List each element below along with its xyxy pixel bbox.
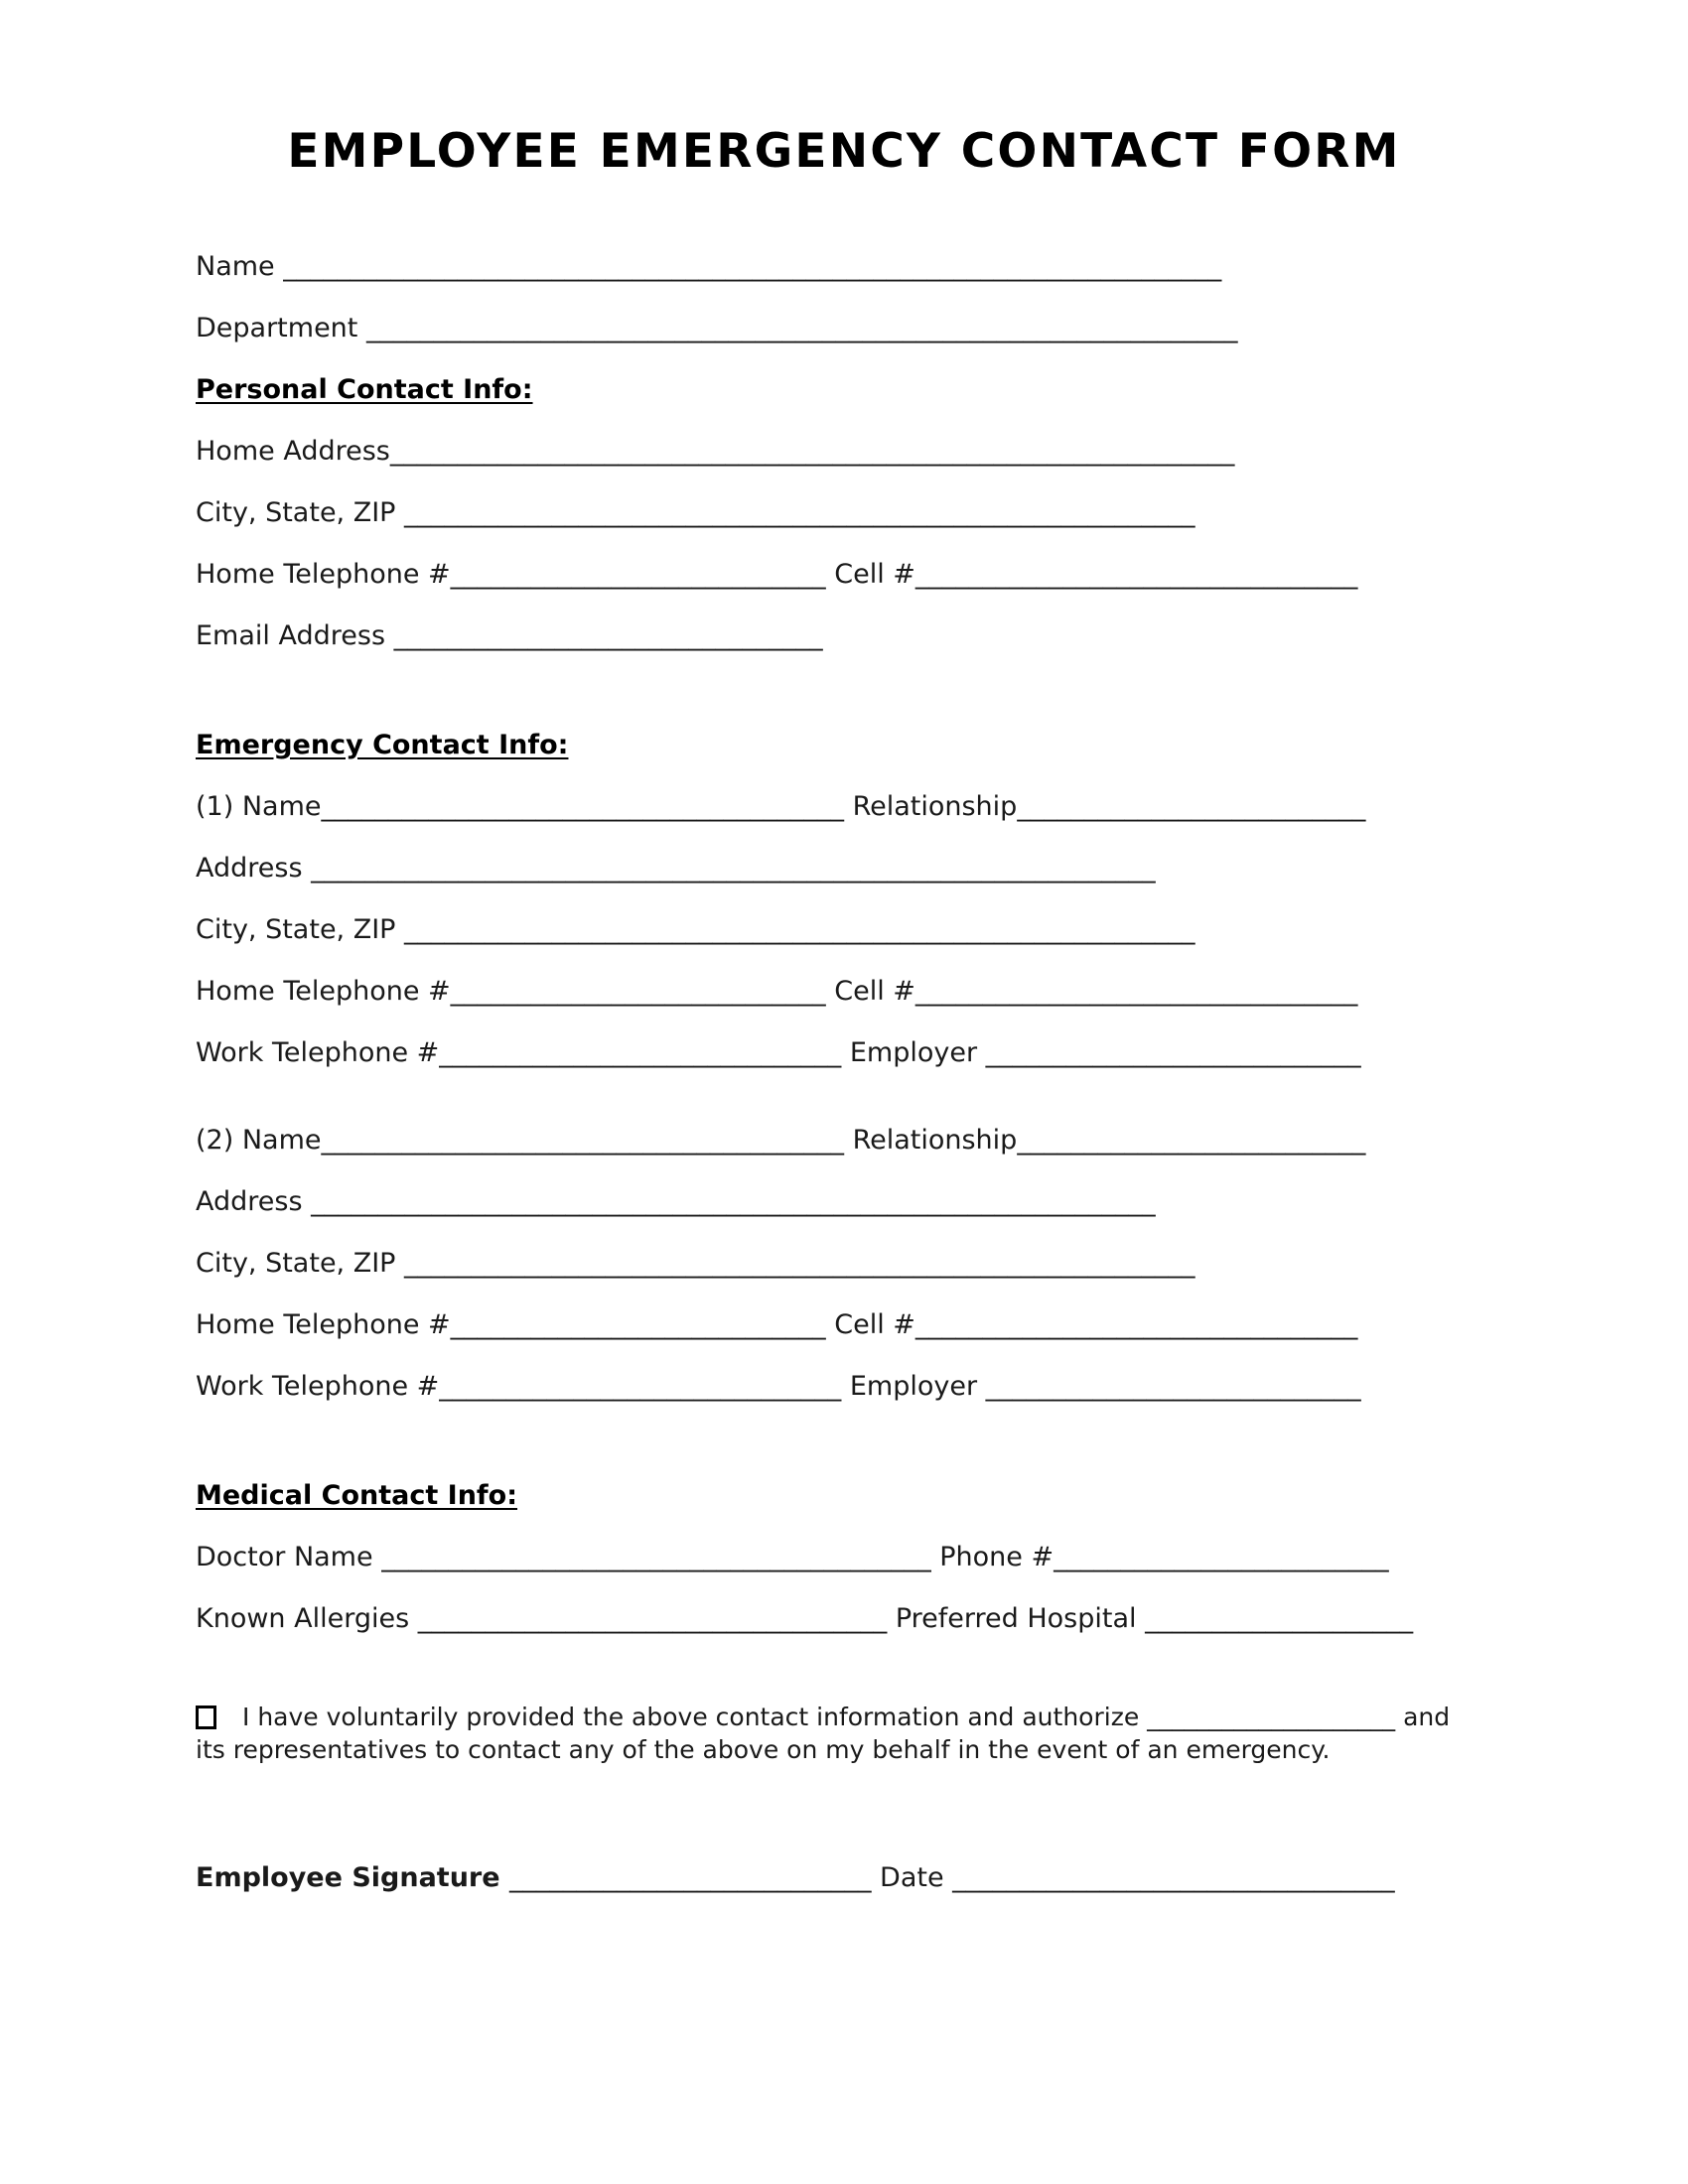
field-label-emergency2-cell: Cell # bbox=[825, 1309, 915, 1340]
page-title: EMPLOYEE EMERGENCY CONTACT FORM bbox=[287, 124, 1401, 179]
field-row-city-state-zip bbox=[196, 499, 1486, 561]
field-label-emergency2-address: Address bbox=[196, 1186, 312, 1217]
field-blank-home-telephone[interactable]: ____________________________ bbox=[450, 559, 826, 590]
field-label-doctor-phone: Phone # bbox=[930, 1542, 1055, 1572]
consent-checkbox[interactable] bbox=[196, 1706, 216, 1729]
field-label-employee-signature: Employee Signature bbox=[196, 1862, 509, 1893]
field-blank-cell[interactable]: _________________________________ bbox=[914, 559, 1358, 590]
consent-text-after-blank: and bbox=[1395, 1703, 1451, 1731]
field-blank-doctor-name[interactable]: _________________________________________ bbox=[381, 1542, 931, 1572]
consent-line-2: its representatives to contact any of the above on my behalf in the event of an emergency. bbox=[196, 1734, 1331, 1764]
field-label-emergency1-cell: Cell # bbox=[825, 976, 915, 1007]
field-row-emergency2-city-state-zip bbox=[196, 1250, 1486, 1311]
field-row-home-telephone-cell bbox=[196, 561, 1486, 622]
field-row-emergency2-address bbox=[196, 1188, 1486, 1250]
consent-text-before-blank: I have voluntarily provided the above contact information and authorize bbox=[242, 1703, 1148, 1731]
signature-row bbox=[196, 1864, 1486, 1891]
field-blank-emergency1-cell[interactable]: _________________________________ bbox=[914, 976, 1358, 1007]
field-label-preferred-hospital: Preferred Hospital bbox=[887, 1603, 1146, 1634]
field-label-emergency1-home-telephone: Home Telephone # bbox=[196, 976, 451, 1007]
field-label-name: Name bbox=[196, 251, 284, 282]
form-body bbox=[196, 253, 1486, 1667]
field-label-emergency2-name: (2) Name bbox=[196, 1125, 322, 1156]
field-blank-known-allergies[interactable]: ___________________________________ bbox=[417, 1603, 888, 1634]
field-label-emergency1-address: Address bbox=[196, 853, 312, 884]
field-blank-emergency2-address[interactable]: _______________________________________________________________ bbox=[311, 1186, 1156, 1217]
field-label-cell: Cell # bbox=[825, 559, 915, 590]
field-blank-emergency1-city-state-zip[interactable]: ___________________________________________________________ bbox=[404, 914, 1196, 945]
field-blank-emergency2-home-telephone[interactable]: ____________________________ bbox=[450, 1309, 826, 1340]
field-label-emergency2-work-telephone: Work Telephone # bbox=[196, 1371, 440, 1402]
consent-paragraph bbox=[196, 1702, 1486, 1766]
field-label-date: Date bbox=[871, 1862, 953, 1893]
field-blank-department[interactable]: _________________________________________________________________ bbox=[365, 313, 1238, 343]
field-blank-emergency1-address[interactable]: _______________________________________________________________ bbox=[311, 853, 1156, 884]
field-blank-home-address[interactable]: _______________________________________________________________ bbox=[389, 436, 1235, 467]
field-blank-name[interactable]: ______________________________________________________________________ bbox=[283, 251, 1222, 282]
field-blank-emergency1-employer[interactable]: ____________________________ bbox=[985, 1037, 1361, 1068]
field-blank-emergency1-home-telephone[interactable]: ____________________________ bbox=[450, 976, 826, 1007]
field-row-email-address bbox=[196, 622, 1486, 684]
field-row-allergies-hospital bbox=[196, 1605, 1486, 1667]
field-blank-emergency2-employer[interactable]: ____________________________ bbox=[985, 1371, 1361, 1402]
spacer bbox=[196, 684, 1486, 732]
field-label-emergency2-home-telephone: Home Telephone # bbox=[196, 1309, 451, 1340]
field-row-emergency2-name-relationship bbox=[196, 1127, 1486, 1188]
field-label-doctor-name: Doctor Name bbox=[196, 1542, 382, 1572]
field-row-emergency2-work-telephone-employer bbox=[196, 1373, 1486, 1434]
field-row-doctor-name-phone bbox=[196, 1544, 1486, 1605]
field-label-emergency1-employer: Employer bbox=[841, 1037, 986, 1068]
field-blank-emergency1-work-telephone[interactable]: ______________________________ bbox=[439, 1037, 842, 1068]
field-blank-employee-signature[interactable]: ___________________________ bbox=[508, 1862, 872, 1893]
field-label-emergency1-relationship: Relationship bbox=[843, 791, 1018, 822]
field-blank-city-state-zip[interactable]: ___________________________________________________________ bbox=[404, 497, 1196, 528]
spacer bbox=[196, 1434, 1486, 1482]
field-blank-emergency2-name[interactable]: _______________________________________ bbox=[321, 1125, 844, 1156]
field-label-department: Department bbox=[196, 313, 366, 343]
field-blank-emergency2-cell[interactable]: _________________________________ bbox=[914, 1309, 1358, 1340]
field-row-home-address bbox=[196, 438, 1486, 499]
field-blank-emergency1-relationship[interactable]: __________________________ bbox=[1017, 791, 1366, 822]
field-label-emergency1-city-state-zip: City, State, ZIP bbox=[196, 914, 405, 945]
field-row-emergency1-name-relationship bbox=[196, 793, 1486, 855]
field-label-city-state-zip: City, State, ZIP bbox=[196, 497, 405, 528]
field-label-email-address: Email Address bbox=[196, 620, 394, 651]
consent-line-1 bbox=[196, 1702, 1486, 1734]
field-blank-email-address[interactable]: ________________________________ bbox=[393, 620, 823, 651]
field-label-home-telephone: Home Telephone # bbox=[196, 559, 451, 590]
field-blank-doctor-phone[interactable]: _________________________ bbox=[1054, 1542, 1389, 1572]
field-blank-emergency2-city-state-zip[interactable]: ___________________________________________________________ bbox=[404, 1248, 1196, 1279]
field-label-known-allergies: Known Allergies bbox=[196, 1603, 418, 1634]
section-heading-emergency-contact-info: Emergency Contact Info: bbox=[196, 730, 569, 760]
field-label-emergency1-work-telephone: Work Telephone # bbox=[196, 1037, 440, 1068]
consent-blank-authorize[interactable]: ____________________ bbox=[1147, 1703, 1396, 1731]
field-blank-date[interactable]: _________________________________ bbox=[952, 1862, 1395, 1893]
section-heading-personal-contact-info: Personal Contact Info: bbox=[196, 374, 533, 405]
spacer bbox=[196, 1101, 1486, 1127]
field-row-name bbox=[196, 253, 1486, 315]
field-row-emergency2-home-telephone-cell bbox=[196, 1311, 1486, 1373]
field-label-emergency2-employer: Employer bbox=[841, 1371, 986, 1402]
field-row-emergency1-address bbox=[196, 855, 1486, 916]
field-label-home-address: Home Address bbox=[196, 436, 390, 467]
field-blank-emergency2-relationship[interactable]: __________________________ bbox=[1017, 1125, 1366, 1156]
field-label-emergency1-name: (1) Name bbox=[196, 791, 322, 822]
field-row-emergency1-work-telephone-employer bbox=[196, 1039, 1486, 1101]
section-heading-medical-contact-info: Medical Contact Info: bbox=[196, 1480, 518, 1511]
field-label-emergency2-relationship: Relationship bbox=[843, 1125, 1018, 1156]
field-row-emergency1-city-state-zip bbox=[196, 916, 1486, 978]
field-blank-preferred-hospital[interactable]: ____________________ bbox=[1145, 1603, 1414, 1634]
field-blank-emergency2-work-telephone[interactable]: ______________________________ bbox=[439, 1371, 842, 1402]
field-row-emergency1-home-telephone-cell bbox=[196, 978, 1486, 1039]
field-blank-emergency1-name[interactable]: _______________________________________ bbox=[321, 791, 844, 822]
field-label-emergency2-city-state-zip: City, State, ZIP bbox=[196, 1248, 405, 1279]
field-row-department bbox=[196, 315, 1486, 376]
